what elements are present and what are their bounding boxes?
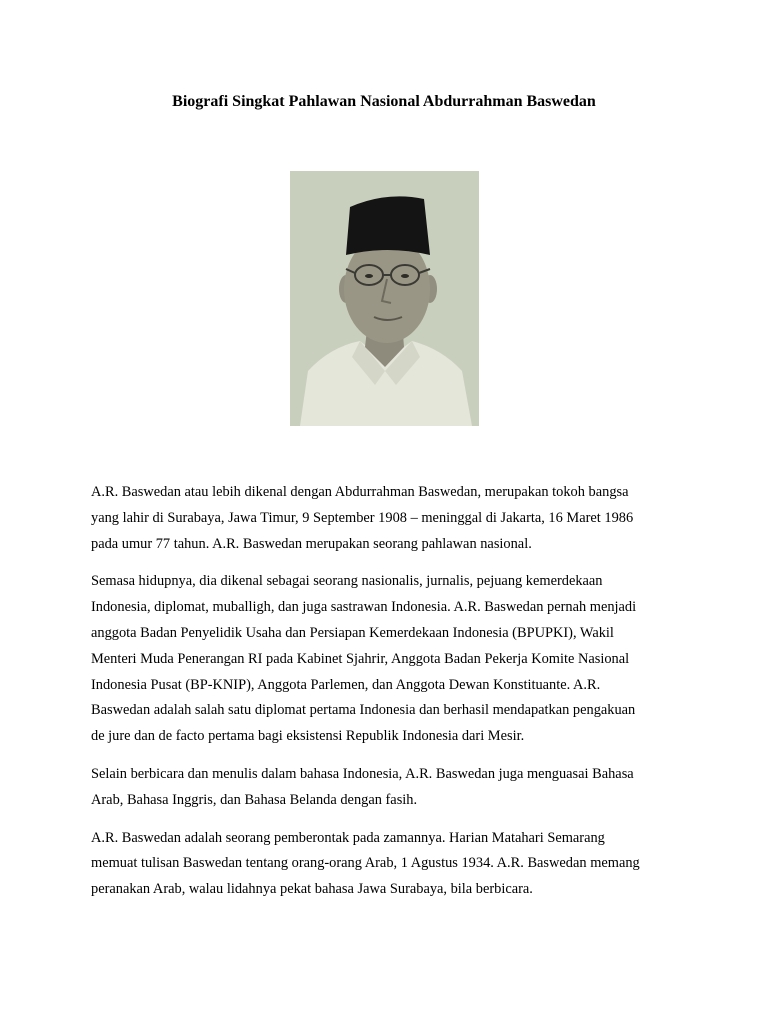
portrait-illustration bbox=[290, 171, 479, 426]
paragraph-4: A.R. Baswedan adalah seorang pemberontak pada zamannya. Harian Matahari Semarang memuat tulisan Baswedan tentang orang-orang Arab, 1 Agustus 1934. A.R. Baswedan memang peranakan Arab, walau lidahnya pekat bahasa Jawa Surabaya, bila berbicara. bbox=[91, 829, 640, 898]
portrait-photo bbox=[290, 171, 479, 426]
paragraph-3: Selain berbicara dan menulis dalam bahasa Indonesia, A.R. Baswedan juga menguasai Bahasa Arab, Bahasa Inggris, dan Bahasa Belanda dengan fasih. bbox=[91, 765, 634, 808]
paragraph-2: Semasa hidupnya, dia dikenal sebagai seorang nasionalis, jurnalis, pejuang kemerdekaan Indonesia, diplomat, muballigh, dan juga sastrawan Indonesia. A.R. Baswedan pernah menjadi anggota Badan Penyelidik Usaha dan Persiapan Kemerdekaan Indonesia (BPUPKI), Wakil Menteri Muda Penerangan RI pada Kabinet Sjahrir, Anggota Badan Pekerja Komite Nasional Indonesia Pusat (BP-KNIP), Anggota Parlemen, dan Anggota Dewan Konstituante. A.R. Baswedan adalah salah satu diplomat pertama Indonesia dan berhasil mendapatkan pengakuan de jure dan de facto pertama bagi eksistensi Republik Indonesia dari Mesir. bbox=[91, 573, 637, 745]
body-text bbox=[91, 480, 681, 915]
page-title: Biografi Singkat Pahlawan Nasional Abdurrahman Baswedan bbox=[172, 93, 596, 110]
paragraph-1: A.R. Baswedan atau lebih dikenal dengan Abdurrahman Baswedan, merupakan tokoh bangsa yang lahir di Surabaya, Jawa Timur, 9 September 1908 – meninggal di Jakarta, 16 Maret 1986 pada umur 77 tahun. A.R. Baswedan merupakan seorang pahlawan nasional. bbox=[91, 484, 634, 552]
